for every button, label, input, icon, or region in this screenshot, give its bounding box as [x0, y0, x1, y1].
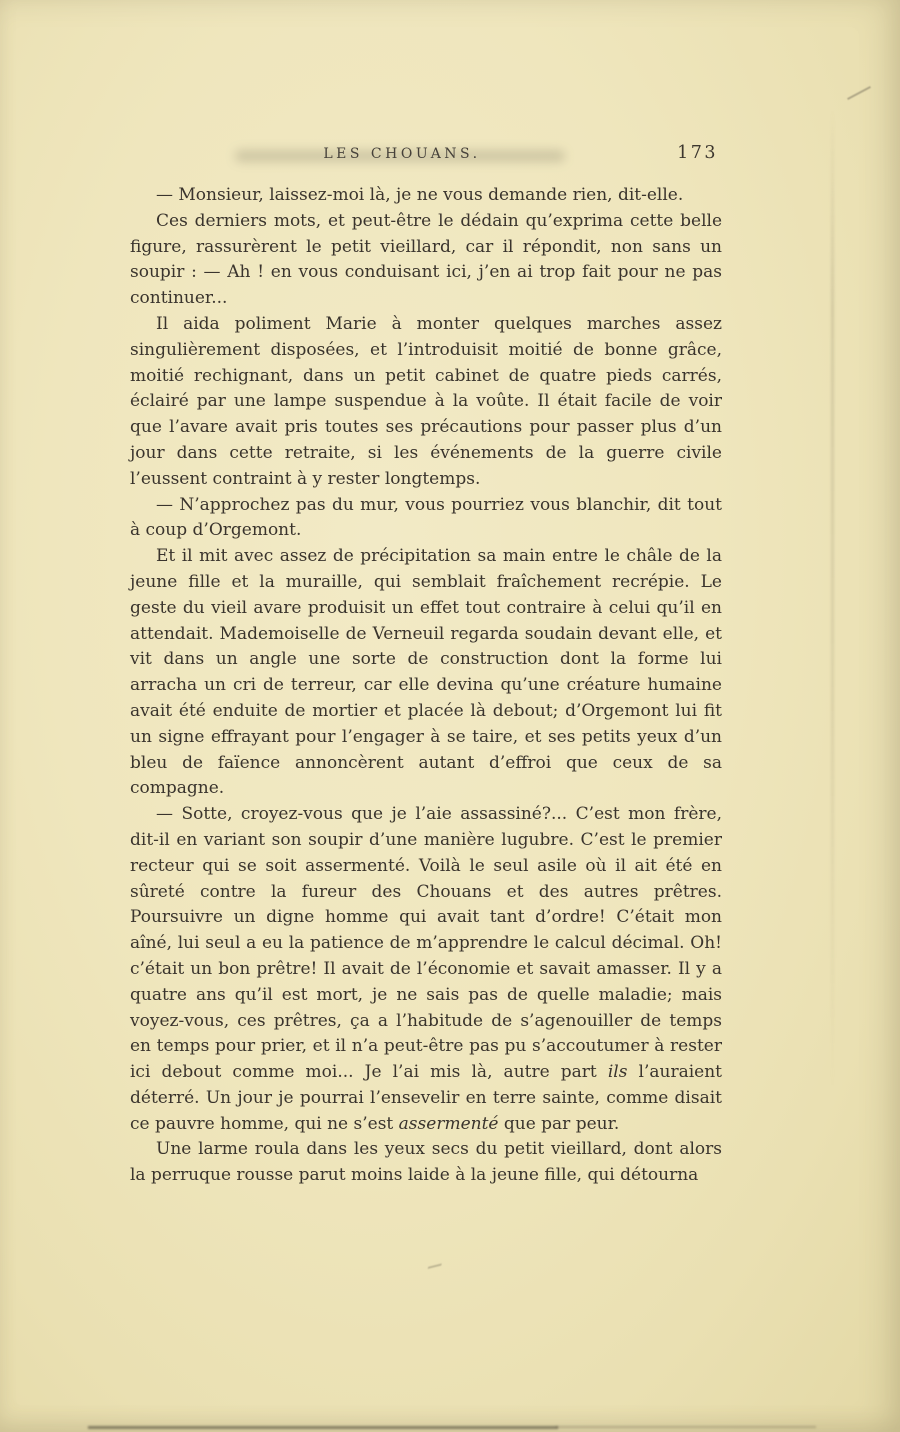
paragraph: Une larme roula dans les yeux secs du petit vieillard, dont alors la perruque rousse parut moins laide à la jeune fille, qui détourna: [130, 1139, 722, 1186]
paragraph-segment-italic: ils: [607, 1062, 628, 1083]
running-title: LES CHOUANS.: [323, 146, 481, 162]
paragraph-segment: l’auraient déterré. Un jour je pourrai l’ensevelir en terre sainte, comme disait ce pauvre homme, qui ne s’est: [130, 1062, 722, 1134]
paragraph: Et il mit avec assez de précipitation sa main entre le châle de la jeune fille et la muraille, qui semblait fraîchement recrépie. Le geste du vieil avare produisit un effet tout contraire à celui qu’il en attendait. Mademoiselle de Verneuil regarda soudain devant elle, et vit dans un angle une sorte de construction dont la forme lui arracha un cri de terreur, car elle devina qu’une créature humaine avait été enduite de mortier et placée là debout; d’Orgemont lui fit un signe effrayant pour l’engager à se taire, et ses petits yeux d’un bleu de faïence annoncèrent autant d’effroi que ceux de sa compagne.: [130, 546, 722, 799]
text-block: [130, 183, 722, 1189]
paragraph-segment: — Sotte, croyez-vous que je l’aie assassiné?... C’est mon frère, dit-il en variant son soupir d’une manière lugubre. C’est le premier recteur qui se soit assermenté. Voilà le seul asile où il ait été en sûreté contre la fureur des Chouans et des autres prêtres. Poursuivre un digne homme qui avait tant d’ordre! C’était mon aîné, lui seul a eu la patience de m’apprendre le calcul décimal. Oh! c’était un bon prêtre! Il avait de l’économie et savait amasser. Il y a quatre ans qu’il est mort, je ne sais pas de quelle maladie; mais voyez-vous, ces prêtres, ça a l’habitude de s’agenouiller de temps en temps pour prier, et il n’a peut-être pas pu s’accoutumer à rester ici debout comme moi... Je l’ai mis là, autre part: [130, 804, 722, 1083]
paragraph-dialogue: [130, 802, 722, 1137]
page-header: [130, 143, 722, 172]
page-number: 173: [677, 143, 718, 163]
paragraph-segment: que par peur.: [498, 1113, 620, 1134]
paragraph: Il aida poliment Marie à monter quelques marches assez singulièrement disposées, et l’introduisit moitié de bonne grâce, moitié rechignant, dans un petit cabinet de quatre pieds carrés, éclairé par une lampe suspendue à la voûte. Il était facile de voir que l’avare avait pris toutes ses précautions pour passer plus d’un jour dans cette retraite, si les événements de la guerre civile l’eussent contraint à y rester longtemps.: [130, 313, 722, 489]
paragraph-segment-italic: assermenté: [398, 1113, 499, 1134]
paragraph: Ces derniers mots, et peut-être le dédain qu’exprima cette belle figure, rassurèrent le petit vieillard, car il répondit, non sans un soupir : — Ah ! en vous conduisant ici, j’en ai trop fait pour ne pas continuer...: [130, 210, 722, 309]
paragraph-dialogue: — N’approchez pas du mur, vous pourriez vous blanchir, dit tout à coup d’Orgemont.: [130, 494, 722, 541]
paragraph-dialogue: — Monsieur, laissez-moi là, je ne vous demande rien, dit-elle.: [156, 185, 684, 205]
